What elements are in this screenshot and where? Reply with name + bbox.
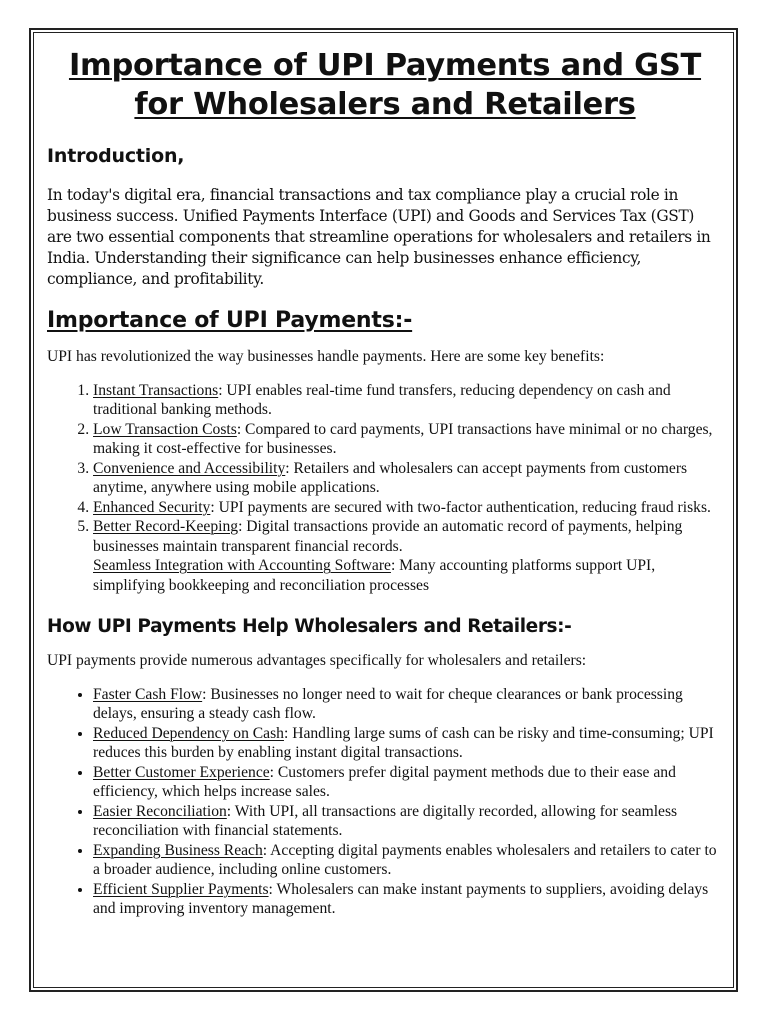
title-line-1: Importance of UPI Payments and GST: [68, 48, 702, 83]
list-item-text: : Compared to card payments, UPI transactions have minimal or no charges, making it cost-effective for businesses.: [93, 420, 713, 457]
list-item-text: : Retailers and wholesalers can accept payments from customers anytime, anywhere using mobile applications.: [93, 459, 688, 496]
list-item: [93, 802, 723, 841]
extra-item-text: : Many accounting platforms support UPI, simplifying bookkeeping and reconciliation processes: [93, 557, 656, 594]
list-item-title: Expanding Business Reach: [93, 841, 263, 859]
list-item-text: : UPI enables real-time fund transfers, reducing dependency on cash and traditional banking methods.: [93, 381, 671, 418]
introduction-heading: Introduction,: [47, 145, 185, 167]
list-item-text: : Digital transactions provide an automatic record of payments, helping businesses maintain transparent financial records.: [93, 518, 683, 555]
upi-help-intro: UPI payments provide numerous advantages specifically for wholesalers and retailers:: [47, 652, 587, 669]
upi-benefits-extra-item: [47, 556, 723, 595]
list-item: [93, 841, 723, 880]
upi-importance-intro: UPI has revolutionized the way businesses handle payments. Here are some key benefits:: [47, 348, 605, 365]
document-content: [47, 46, 723, 919]
list-item: [93, 685, 723, 724]
list-item: [93, 498, 723, 518]
upi-help-list: [47, 685, 723, 919]
list-item-text: : Businesses no longer need to wait for cheque clearances or bank processing delays, ensuring a steady cash flow.: [93, 685, 683, 722]
list-item-title: Faster Cash Flow: [93, 685, 203, 703]
list-item-text: : Accepting digital payments enables wholesalers and retailers to cater to a broader audience, including online customers.: [93, 841, 717, 878]
introduction-paragraph: In today's digital era, financial transactions and tax compliance play a crucial role in business success. Unified Payments Interface (UPI) and Goods and Services Tax (GST) are two essential components that streamline operations for wholesalers and retailers in India. Understanding their significance can help businesses enhance efficiency, compliance, and profitability.: [47, 186, 711, 288]
list-item-title: Better Record-Keeping: [93, 518, 239, 535]
list-item-title: Efficient Supplier Payments: [93, 880, 269, 898]
list-item: [93, 880, 723, 919]
title-line-2: for Wholesalers and Retailers: [134, 87, 636, 122]
list-item-title: Instant Transactions: [93, 381, 219, 399]
upi-benefits-list: [47, 381, 723, 557]
list-item-title: Reduced Dependency on Cash: [93, 724, 284, 742]
list-item-text: : Wholesalers can make instant payments to suppliers, avoiding delays and improving inventory management.: [93, 880, 709, 917]
list-item: [93, 517, 723, 556]
extra-item-title: Seamless Integration with Accounting Software: [93, 557, 391, 574]
list-item-title: Easier Reconciliation: [93, 802, 227, 820]
list-item: [93, 381, 723, 420]
list-item: [93, 724, 723, 763]
upi-importance-heading: Importance of UPI Payments:-: [47, 308, 413, 333]
document-title: [47, 46, 723, 124]
list-item: [93, 420, 723, 459]
list-item-title: Enhanced Security: [93, 498, 211, 516]
list-item-text: : Customers prefer digital payment methods due to their ease and efficiency, which helps increase sales.: [93, 763, 676, 800]
list-item-text: : Handling large sums of cash can be risky and time-consuming; UPI reduces this burden by enabling instant digital transactions.: [93, 724, 714, 761]
list-item-text: : UPI payments are secured with two-factor authentication, reducing fraud risks.: [210, 498, 711, 516]
list-item: [93, 763, 723, 802]
upi-help-heading: How UPI Payments Help Wholesalers and Retailers:-: [47, 616, 572, 637]
list-item-title: Convenience and Accessibility: [93, 459, 286, 477]
list-item-title: Better Customer Experience: [93, 763, 270, 781]
list-item-text: : With UPI, all transactions are digitally recorded, allowing for seamless reconciliation with financial statements.: [93, 802, 678, 839]
list-item-title: Low Transaction Costs: [93, 420, 237, 438]
list-item: [93, 459, 723, 498]
